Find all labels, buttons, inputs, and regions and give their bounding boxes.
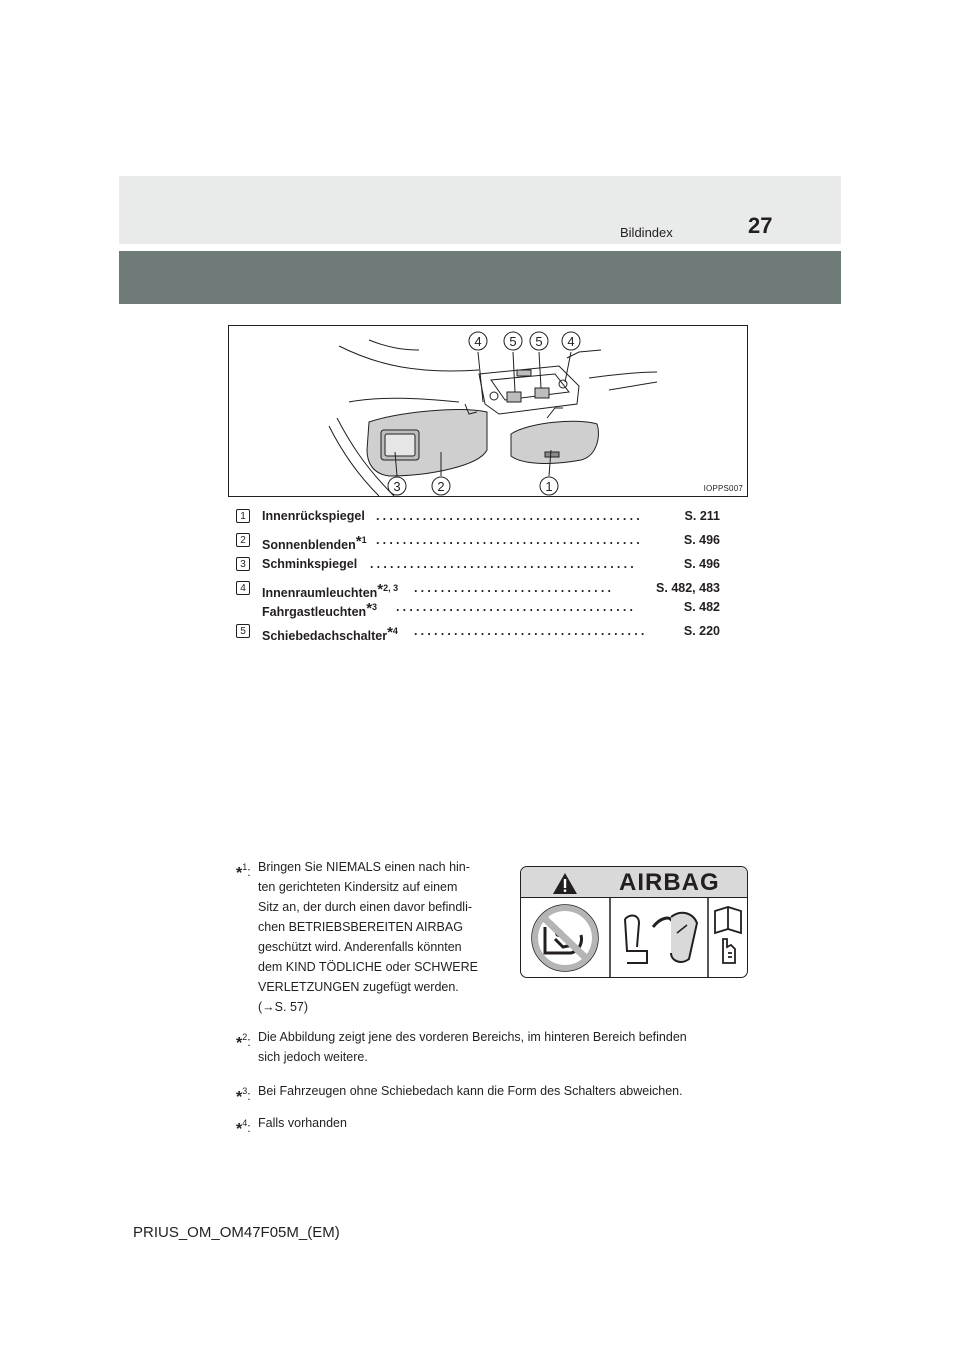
item-label: Schminkspiegel (262, 557, 358, 571)
item-number: 1 (236, 509, 250, 523)
item-schminkspiegel[interactable] (236, 555, 726, 575)
header-bar (119, 176, 841, 244)
page-reference[interactable]: S. 496 (683, 533, 720, 547)
callout-3: 3 (393, 479, 401, 494)
leader-dots: ................................... (414, 624, 648, 638)
section-title: Bildindex (620, 225, 673, 240)
page-reference[interactable]: S. 496 (683, 557, 720, 571)
no-child-seat-icon (532, 905, 598, 971)
callout-4b: 4 (567, 334, 575, 349)
footnote-mark: *$^2$: (236, 1032, 251, 1052)
item-fahrgastleuchten[interactable] (236, 598, 726, 618)
leader-dots: .................................... (396, 600, 637, 614)
leader-dots: .............................. (414, 581, 615, 595)
callout-5b: 5 (535, 334, 543, 349)
footnote-mark: *$^1$: (236, 862, 251, 882)
item-innenrueckspiegel[interactable] (236, 507, 726, 527)
footnote-mark: *$^4$: (236, 1118, 251, 1138)
item-label: Schiebedachschalter$^{*4}$ (262, 624, 398, 643)
item-number: 2 (236, 533, 250, 547)
leader-dots: ........................................ (376, 509, 643, 523)
leader-dots: ........................................ (370, 557, 637, 571)
leader-dots: ........................................ (376, 533, 643, 547)
page-number: 27 (748, 213, 773, 238)
document-id: PRIUS_OM_OM47F05M_(EM) (133, 1224, 340, 1241)
item-label: Innenraumleuchten$^{*2, 3}$ (262, 581, 399, 600)
item-number: 5 (236, 624, 250, 638)
seat-airbag-icon (625, 913, 697, 963)
item-schiebedachschalter[interactable] (236, 622, 726, 642)
callout-4a: 4 (474, 334, 482, 349)
figure-code: IOPPS007 (703, 484, 743, 493)
callout-1: 1 (545, 479, 553, 494)
cross-reference[interactable]: (→S. 57) (258, 1000, 309, 1014)
interior-illustration (228, 325, 748, 497)
item-label: Fahrgastleuchten$^{*3}$ (262, 600, 378, 619)
airbag-title: AIRBAG (619, 869, 720, 896)
page-reference[interactable]: S. 211 (684, 509, 720, 523)
airbag-warning-label (520, 866, 748, 978)
page-reference[interactable]: S. 482, 483 (656, 581, 720, 595)
footnote-mark: *$^3$: (236, 1086, 251, 1106)
manual-book-icon (715, 907, 741, 963)
callout-5a: 5 (509, 334, 517, 349)
item-label: Sonnenblenden$^{*1}$ (262, 533, 367, 552)
item-number: 3 (236, 557, 250, 571)
header-band (119, 251, 841, 304)
item-innenraumleuchten[interactable] (236, 579, 726, 599)
overhead-console-drawing (229, 326, 749, 498)
item-number: 4 (236, 581, 250, 595)
item-label: Innenrückspiegel (262, 509, 365, 523)
page-reference[interactable]: S. 482 (683, 600, 720, 614)
page-reference[interactable]: S. 220 (683, 624, 720, 638)
callout-2: 2 (437, 479, 445, 494)
item-sonnenblenden[interactable] (236, 531, 726, 551)
